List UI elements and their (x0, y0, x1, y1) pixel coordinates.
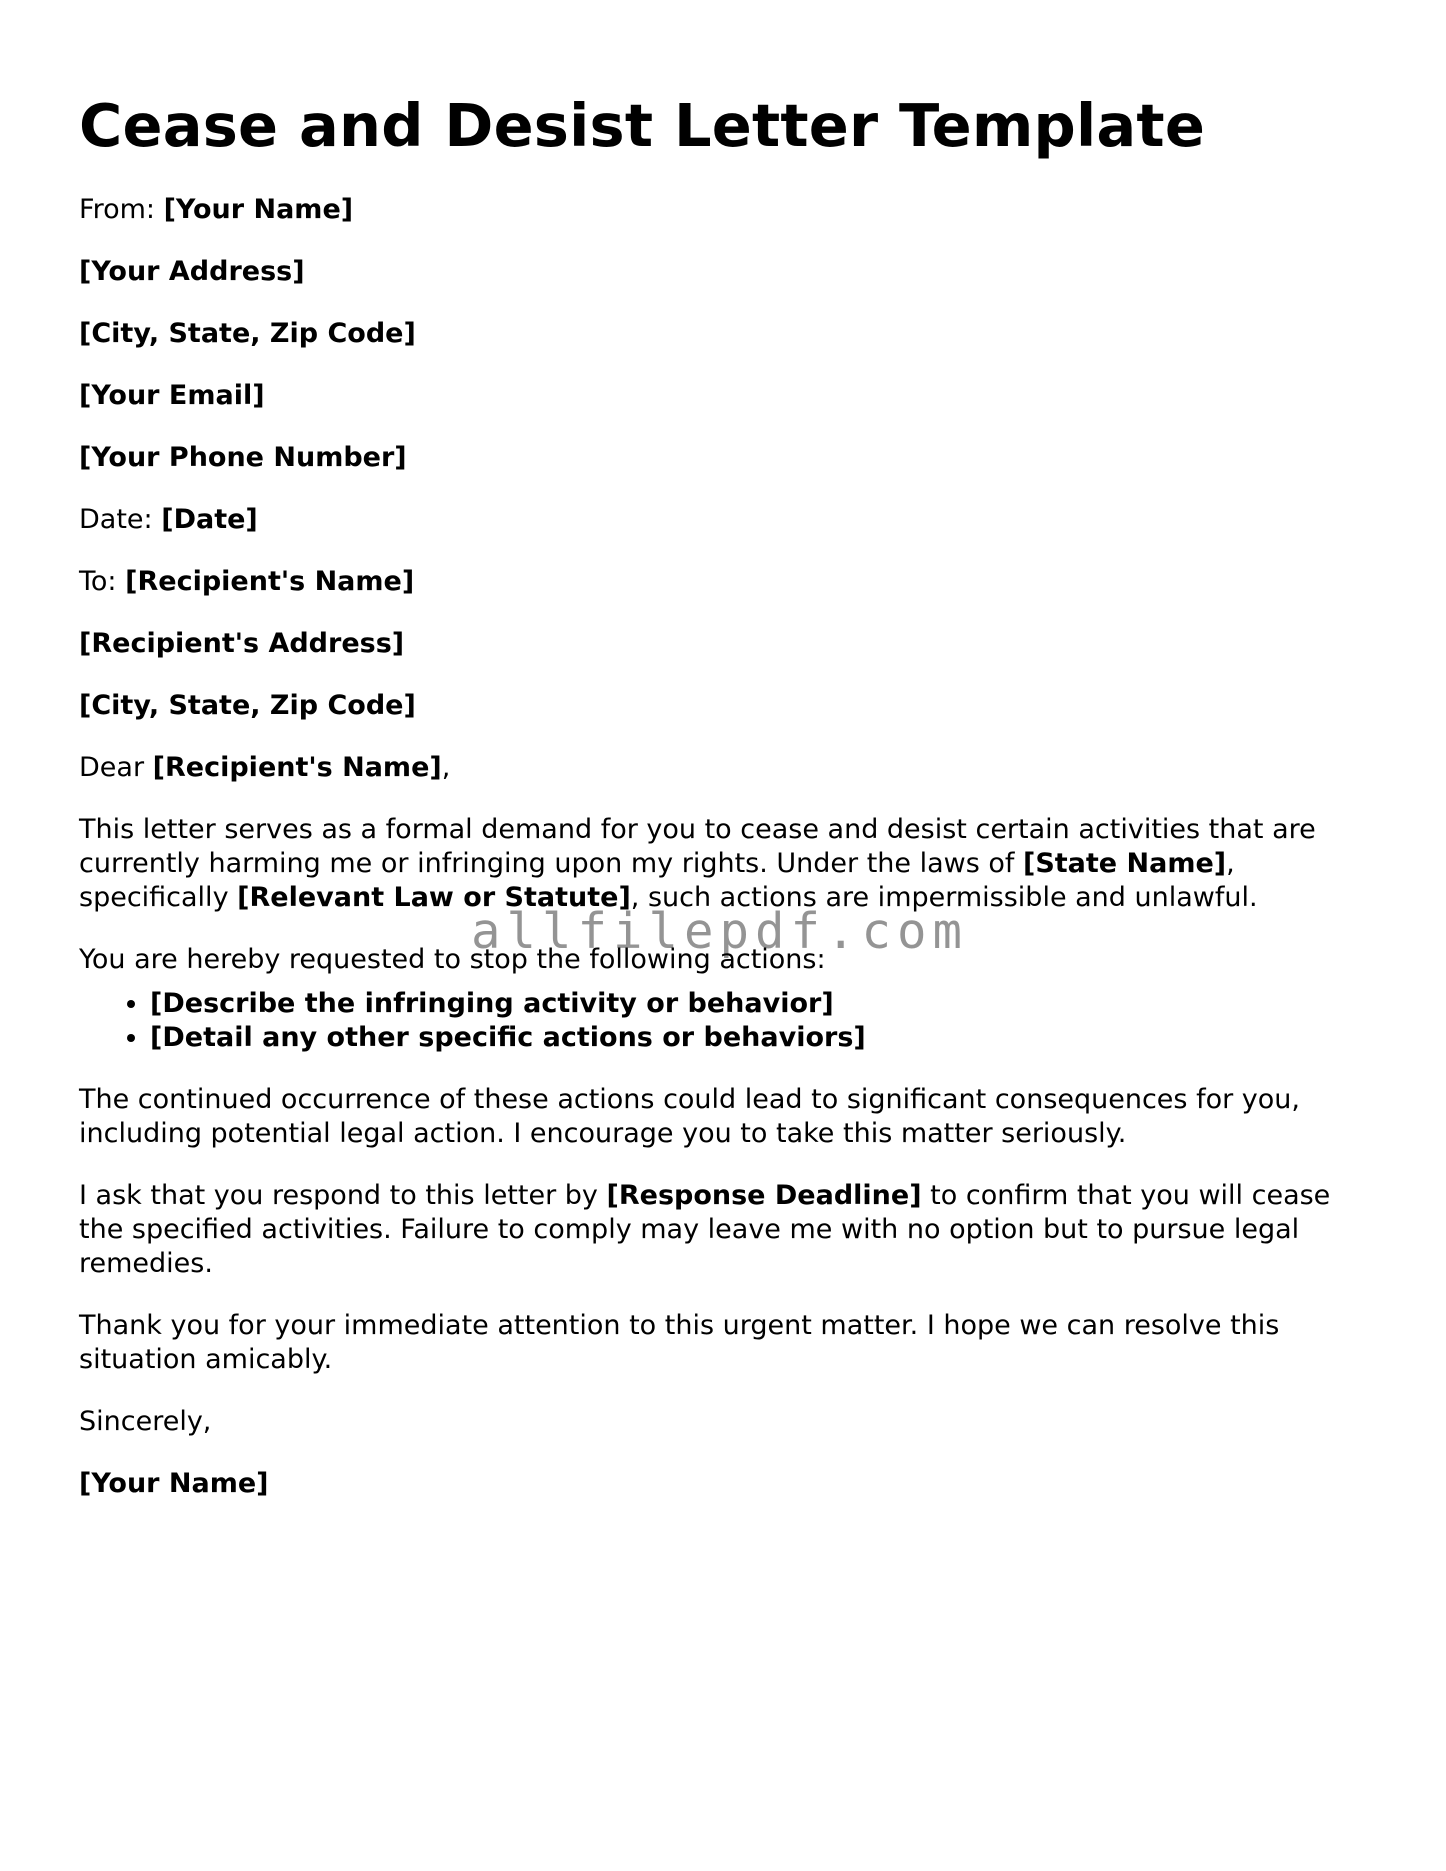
sender-address: [Your Address] (79, 256, 305, 287)
watermark: allfilepdf.com (471, 903, 969, 960)
state-name-placeholder: [State Name] (1022, 848, 1227, 879)
salutation-suffix: , (441, 752, 451, 783)
salutation (79, 751, 1379, 785)
recipient-city-line (79, 689, 1379, 723)
signature-line (79, 1467, 1379, 1501)
action-item-1: [Describe the infringing activity or behavior] (150, 988, 834, 1019)
paragraph-deadline-text-b: to confirm that you will cease the specified activities. Failure to comply may leave me with no option but to pursue legal remedies. (79, 1180, 1331, 1279)
date-value: [Date] (161, 504, 258, 535)
sender-email: [Your Email] (79, 380, 265, 411)
sender-city-state-zip: [City, State, Zip Code] (79, 318, 416, 349)
sender-phone: [Your Phone Number] (79, 442, 407, 473)
to-label: To: (79, 566, 117, 597)
sender-name: [Your Name] (163, 194, 354, 225)
sender-city-line (79, 317, 1379, 351)
actions-list (79, 987, 1379, 1055)
paragraph-deadline-text-a: I ask that you respond to this letter by (79, 1180, 598, 1211)
paragraph-request: You are hereby requested to stop the following actions: (79, 944, 826, 975)
paragraph-thanks: Thank you for your immediate attention to this urgent matter. I hope we can resolve this situation amicably. (79, 1310, 1280, 1375)
date-line (79, 503, 1379, 537)
recipient-name: [Recipient's Name] (125, 566, 415, 597)
recipient-address-line (79, 627, 1379, 661)
letter-document (79, 91, 1379, 1529)
list-item (150, 1021, 1379, 1055)
paragraph-demand-text-c: , such actions are impermissible and unlawful. (630, 882, 1258, 913)
date-label: Date: (79, 504, 153, 535)
page-title: Cease and Desist Letter Template (79, 91, 1206, 160)
paragraph-demand-text-a: This letter serves as a formal demand for you to cease and desist certain activities that are currently harming me or infringing upon my rights. Under the laws of (79, 814, 1316, 879)
sender-address-line (79, 255, 1379, 289)
salutation-prefix: Dear (79, 752, 145, 783)
sender-from-line (79, 193, 1379, 227)
from-label: From: (79, 194, 155, 225)
signature-name: [Your Name] (79, 1468, 269, 1499)
paragraph-deadline (79, 1179, 1379, 1281)
sender-phone-line (79, 441, 1379, 475)
recipient-address: [Recipient's Address] (79, 628, 405, 659)
law-placeholder: [Relevant Law or Statute] (237, 882, 631, 913)
list-item (150, 987, 1379, 1021)
sender-email-line (79, 379, 1379, 413)
salutation-name: [Recipient's Name] (152, 752, 442, 783)
action-item-2: [Detail any other specific actions or behaviors] (150, 1022, 866, 1053)
recipient-to-line (79, 565, 1379, 599)
closing: Sincerely, (79, 1406, 212, 1437)
deadline-placeholder: [Response Deadline] (606, 1180, 922, 1211)
paragraph-consequences: The continued occurrence of these actions could lead to significant consequences for you, including potential legal action. I encourage you to take this matter seriously. (79, 1084, 1300, 1149)
paragraph-demand-text-b: , specifically (79, 848, 1235, 913)
paragraph-demand (79, 813, 1379, 915)
recipient-city-state-zip: [City, State, Zip Code] (79, 690, 416, 721)
